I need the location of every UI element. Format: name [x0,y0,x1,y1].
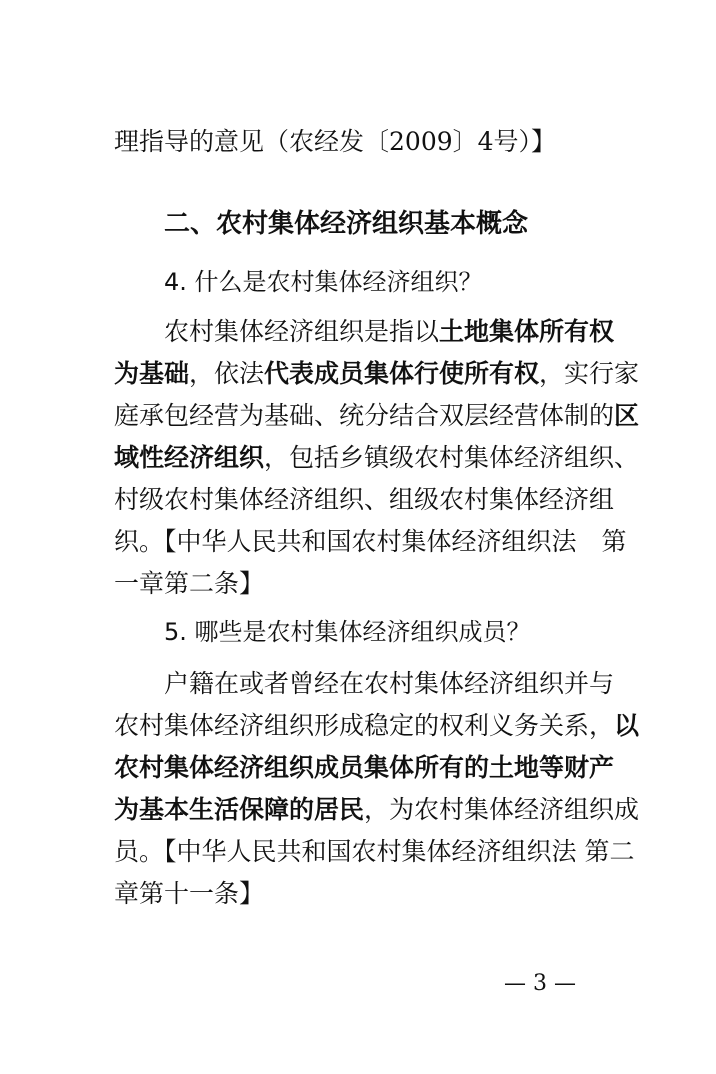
paragraph-1-line-1 [164,314,614,350]
section-heading-text: 二、农村集体经济组织基本概念 [164,209,529,239]
text-line: 理指导的意见（农经发〔2009〕4号）】 [114,127,557,156]
text-run: 庭承包经营为基础、统分结合双层经营体制的 [114,401,615,430]
paragraph-1-line-7 [114,566,614,602]
text-run: 村级农村集体经济组织、组级农村集体经济组 [114,485,615,514]
paragraph-2-line-2 [114,708,640,744]
bold-text-run: 以 [614,711,640,740]
paragraph-2-line-4 [114,792,640,828]
paragraph-2-line-6 [114,876,614,912]
question-4-text: 4. 什么是农村集体经济组织？ [164,268,483,296]
text-run: 一章第二条】 [114,569,265,598]
text-run: ，包括乡镇级农村集体经济组织、 [264,443,640,472]
text-run: 员。【中华人民共和国农村集体经济组织法 第二 [114,837,635,866]
question-5 [164,614,614,650]
paragraph-2-line-1 [164,666,614,702]
question-4 [164,264,614,300]
question-5-text: 5. 哪些是农村集体经济组织成员？ [164,618,531,646]
section-heading [164,206,614,242]
text-run: 户籍在或者曾经在农村集体经济组织并与 [164,669,615,698]
bold-text-run: 为基础 [114,359,190,388]
text-run: 农村集体经济组织形成稳定的权利义务关系， [114,711,615,740]
bold-text-run: 土地集体所有权 [439,317,615,346]
bold-text-run: 区 [614,401,640,430]
bold-text-run: 为基本生活保障的居民 [114,795,365,824]
paragraph-1-line-4 [114,440,640,476]
text-run: ，实行家 [539,359,640,388]
paragraph-1-line-5 [114,482,614,518]
text-run: 章第十一条】 [114,879,265,908]
text-run: 织。【中华人民共和国农村集体经济组织法 第 [114,527,627,556]
bold-text-run: 域性经济组织 [114,443,265,472]
page-number: — 3 — [504,971,576,996]
bold-text-run: 农村集体经济组织成员集体所有的土地等财产 [114,753,615,782]
paragraph-1-line-6 [114,524,627,560]
bold-text-run: 代表成员集体行使所有权 [264,359,540,388]
text-run: ，依法 [189,359,265,388]
paragraph-1-line-3 [114,398,640,434]
text-run: ，为农村集体经济组织成 [364,795,640,824]
paragraph-2-line-3 [114,750,614,786]
paragraph-1-line-2 [114,356,640,392]
text-run: 农村集体经济组织是指以 [164,317,440,346]
paragraph-2-line-5 [114,834,635,870]
continuation-line [114,124,614,160]
